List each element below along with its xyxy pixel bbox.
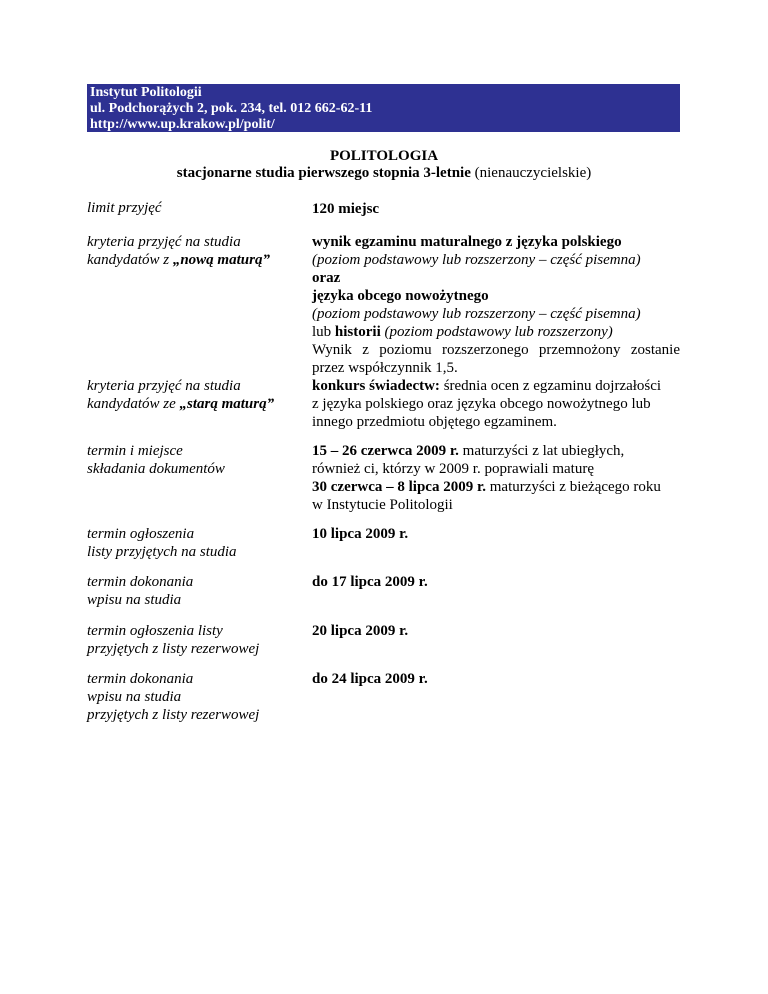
institute-address: ul. Podchorążych 2, pok. 234, tel. 012 662-62-11: [90, 101, 373, 116]
label-line: [87, 251, 307, 269]
row-reserve-announcement-label: [87, 622, 307, 658]
value-line: oraz: [312, 270, 341, 286]
value-line: (poziom podstawowy lub rozszerzony – część pisemna): [312, 306, 641, 322]
label-line: termin i miejsce: [87, 443, 183, 459]
value-italic: (poziom podstawowy lub rozszerzony): [380, 324, 613, 340]
label-line: listy przyjętych na studia: [87, 544, 237, 560]
label-text: kandydatów ze: [87, 396, 180, 412]
subtitle-bold: stacjonarne studia pierwszego stopnia 3-letnie: [176, 165, 471, 181]
subtitle-normal: (nienauczycielskie): [470, 165, 592, 181]
row-announcement-value: 10 lipca 2009 r.: [312, 526, 409, 542]
label-bold: „starą maturą”: [179, 396, 275, 412]
value-line: (poziom podstawowy lub rozszerzony – część pisemna): [312, 252, 641, 268]
row-documents-value: [312, 442, 680, 514]
row-reserve-announcement-value: 20 lipca 2009 r.: [312, 623, 409, 639]
value-line: [312, 377, 680, 395]
row-criteria-new-value: [312, 233, 680, 377]
row-enrollment-value: do 17 lipca 2009 r.: [312, 574, 428, 590]
label-line: termin ogłoszenia listy: [87, 623, 223, 639]
row-documents-label: [87, 442, 307, 478]
row-reserve-enrollment-value: do 24 lipca 2009 r.: [312, 671, 428, 687]
value-text: maturzyści z lat ubiegłych,: [458, 443, 625, 459]
value-bold: 15 – 26 czerwca 2009 r.: [312, 443, 459, 459]
value-line: [312, 442, 680, 460]
value-line: przez współczynnik 1,5.: [312, 360, 458, 376]
label-line: przyjętych z listy rezerwowej: [87, 641, 260, 657]
value-line: [312, 323, 680, 341]
value-text: średnia ocen z egzaminu dojrzałości: [439, 378, 662, 394]
value-text: maturzyści z bieżącego roku: [486, 479, 661, 495]
row-enrollment-label: [87, 573, 307, 609]
value-line: [312, 478, 680, 496]
value-bold: konkurs świadectw:: [312, 378, 440, 394]
label-bold: „nową maturą”: [172, 252, 270, 268]
label-line: wpisu na studia: [87, 592, 182, 608]
label-line: wpisu na studia: [87, 689, 182, 705]
value-bold: 30 czerwca – 8 lipca 2009 r.: [312, 479, 486, 495]
label-line: składania dokumentów: [87, 461, 225, 477]
label-line: przyjętych z listy rezerwowej: [87, 707, 260, 723]
value-line: Wynik z poziomu rozszerzonego przemnożony zostanie: [312, 342, 680, 358]
label-text: kandydatów z: [87, 252, 173, 268]
value-line: wynik egzaminu maturalnego z języka polskiego: [312, 234, 622, 250]
institute-url[interactable]: http://www.up.krakow.pl/polit/: [90, 117, 275, 132]
row-criteria-old-value: [312, 377, 680, 431]
label-line: termin ogłoszenia: [87, 526, 195, 542]
value-line: z języka polskiego oraz języka obcego nowożytnego lub: [312, 396, 651, 412]
row-announcement-label: [87, 525, 307, 561]
value-line: języka obcego nowożytnego: [312, 288, 489, 304]
label-line: kryteria przyjęć na studia: [87, 234, 241, 250]
row-criteria-new-label: [87, 233, 307, 269]
value-line: również ci, którzy w 2009 r. poprawiali maturę: [312, 461, 594, 477]
label-line: [87, 395, 307, 413]
label-line: termin dokonania: [87, 671, 194, 687]
value-text: lub: [312, 324, 335, 340]
label-line: termin dokonania: [87, 574, 194, 590]
label-line: kryteria przyjęć na studia: [87, 378, 241, 394]
row-criteria-old-label: [87, 377, 307, 413]
row-limit-value: 120 miejsc: [312, 201, 380, 217]
value-bold: historii: [334, 324, 381, 340]
institute-header: [87, 84, 680, 132]
page-title: POLITOLOGIA: [329, 148, 439, 164]
institute-name: Instytut Politologii: [90, 85, 202, 100]
row-limit-label: limit przyjęć: [87, 200, 162, 216]
row-reserve-enrollment-label: [87, 670, 307, 724]
value-line: innego przedmiotu objętego egzaminem.: [312, 414, 557, 430]
page-subtitle: [0, 164, 768, 182]
value-line: w Instytucie Politologii: [312, 497, 453, 513]
